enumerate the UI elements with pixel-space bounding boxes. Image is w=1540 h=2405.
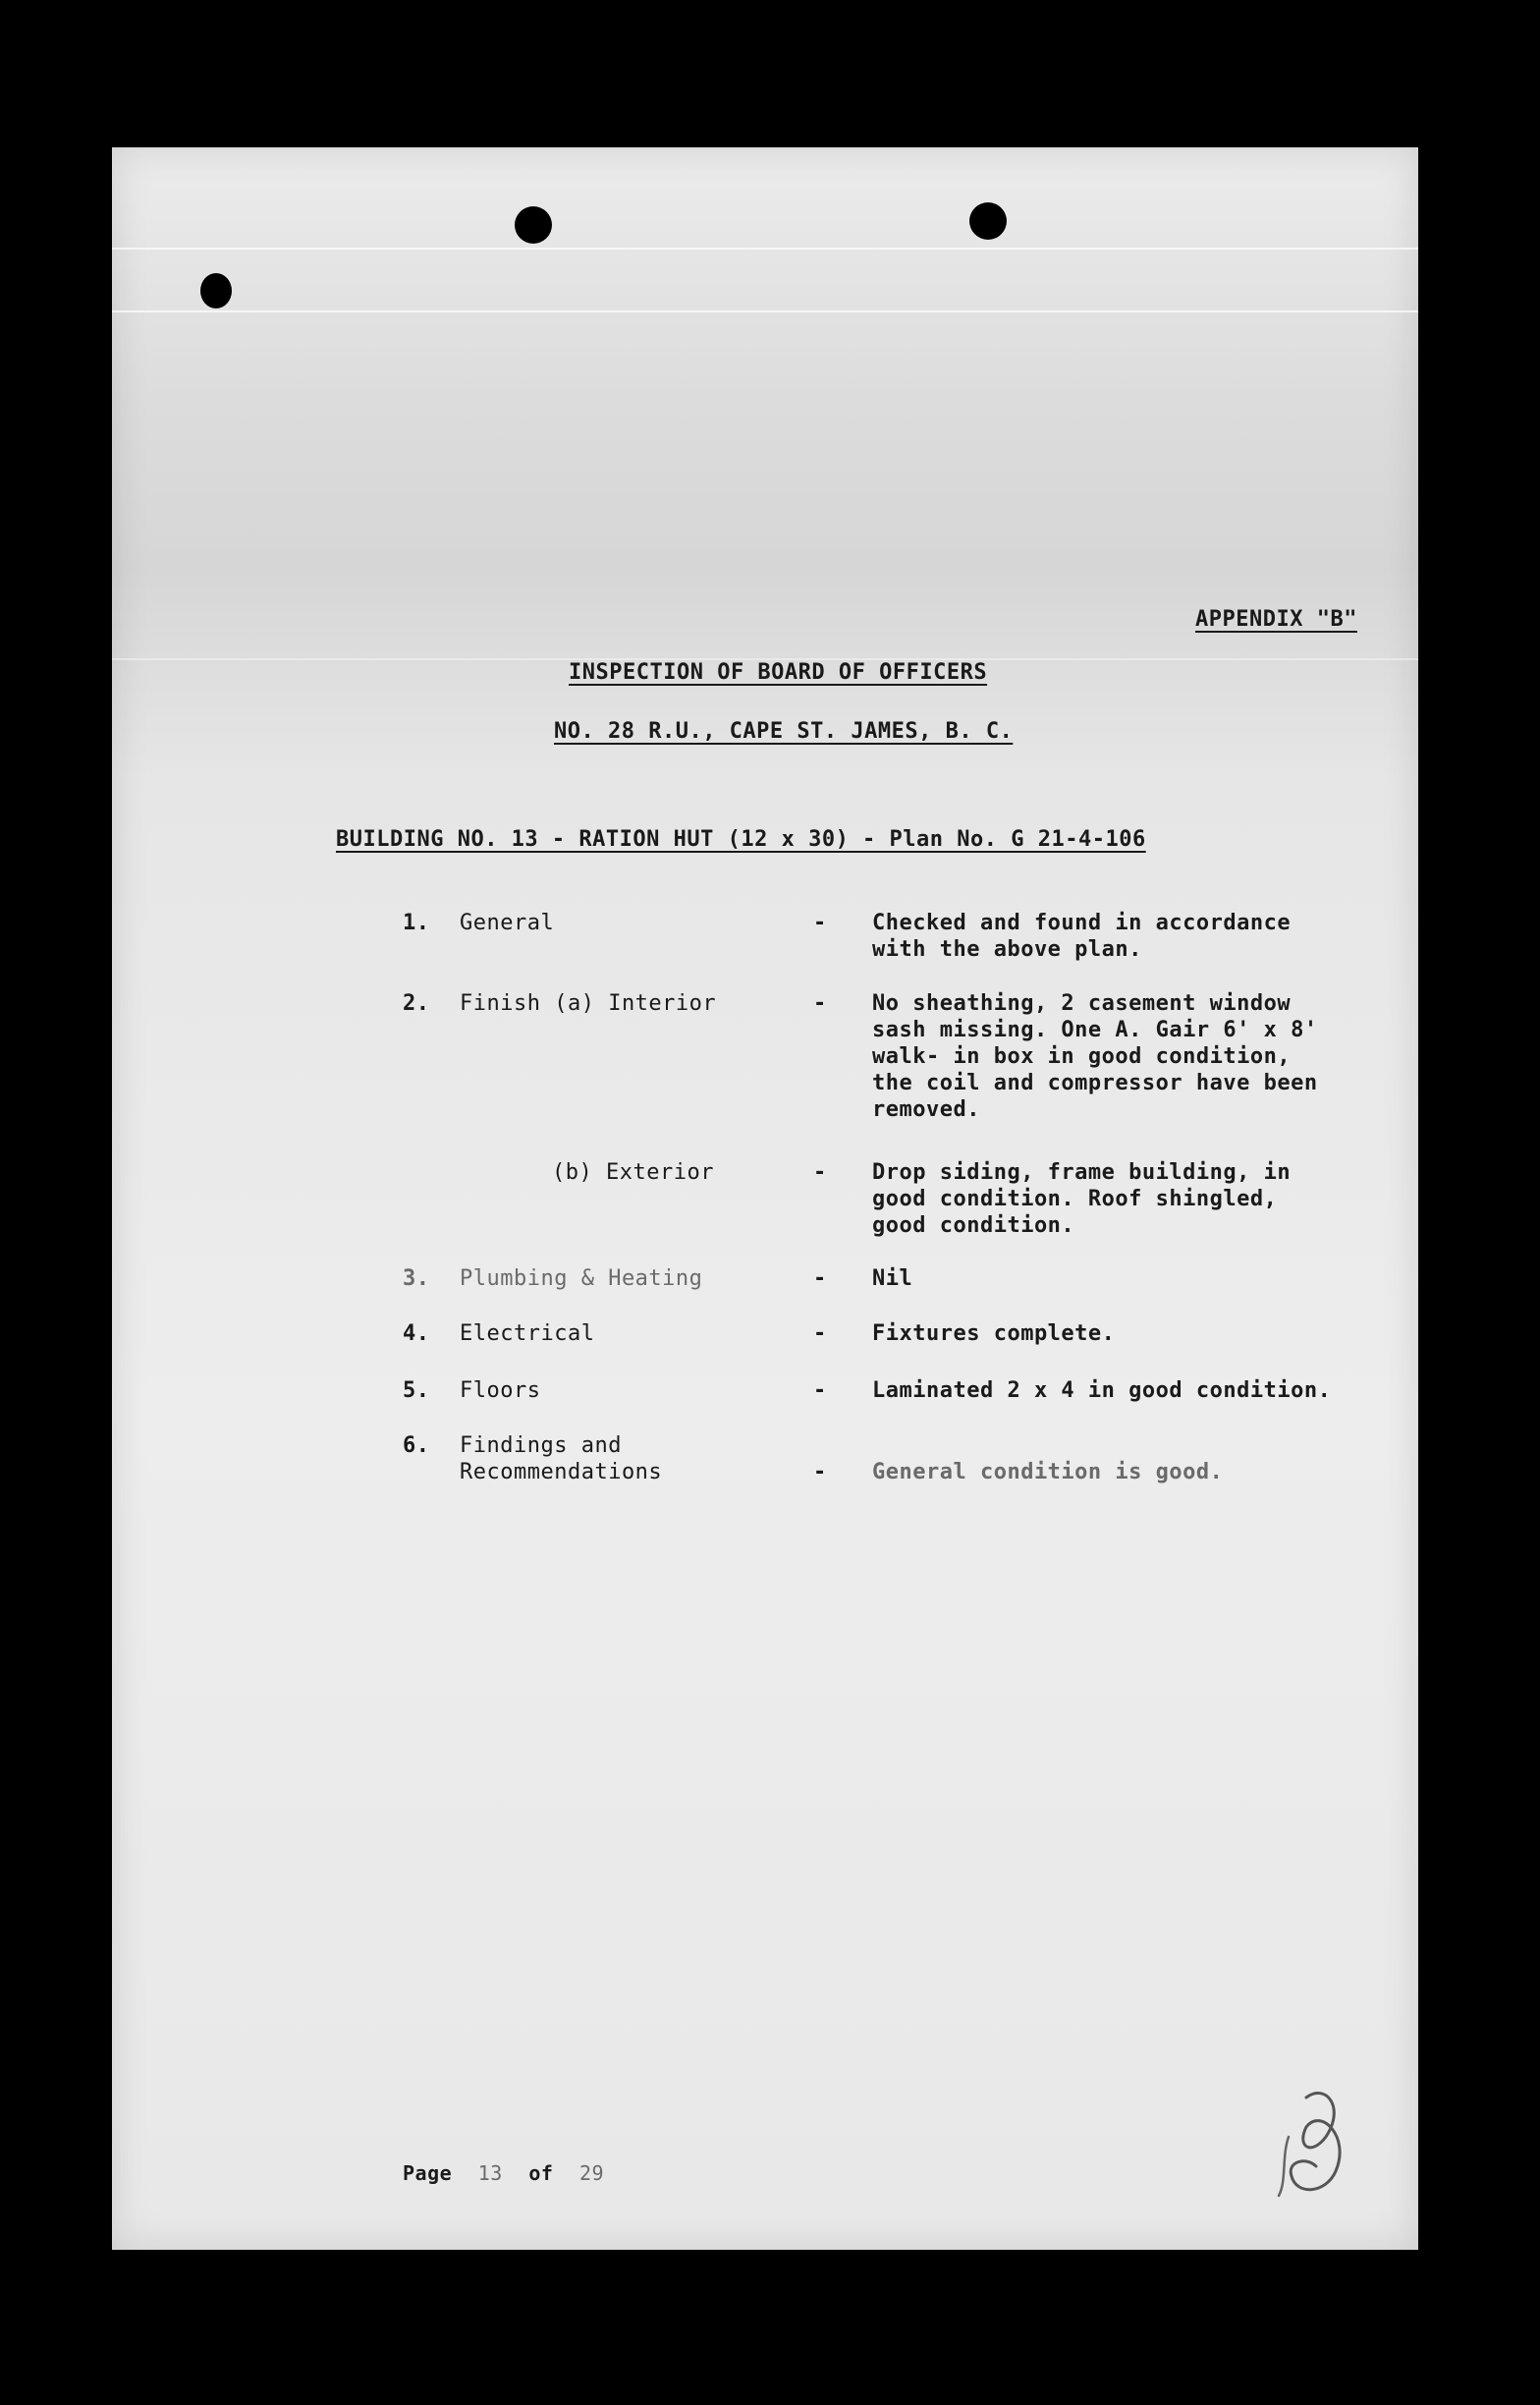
fold-line <box>112 248 1418 250</box>
item-description: Nil <box>872 1266 913 1291</box>
item-number: 2. <box>403 991 430 1016</box>
item-number: 3. <box>403 1266 430 1291</box>
item-dash: - <box>813 991 827 1016</box>
item-label: Finish (a) Interior <box>460 991 717 1016</box>
document-title: INSPECTION OF BOARD OF OFFICERS <box>569 660 988 685</box>
item-description: Laminated 2 x 4 in good condition. <box>872 1378 1332 1403</box>
document-subtitle: NO. 28 R.U., CAPE ST. JAMES, B. C. <box>554 719 1014 744</box>
building-heading: BUILDING NO. 13 - RATION HUT (12 x 30) - Plan No. G 21-4-106 <box>336 827 1146 852</box>
page-footer <box>403 2161 604 2185</box>
page-number: 13 <box>477 2161 503 2185</box>
item-label: General <box>460 911 555 935</box>
item-dash: - <box>813 1460 827 1484</box>
document-page <box>112 147 1418 2250</box>
appendix-label: APPENDIX "B" <box>1195 607 1357 632</box>
item-dash: - <box>813 911 827 935</box>
item-dash: - <box>813 1378 827 1403</box>
fold-line <box>112 310 1418 312</box>
item-label: (b) Exterior <box>552 1160 714 1185</box>
item-description: Drop siding, frame building, in good condition. Roof shingled, good condition. <box>872 1160 1292 1238</box>
item-description: General condition is good. <box>872 1460 1224 1484</box>
handwritten-initials-signature <box>1267 2078 1355 2206</box>
item-label: Electrical <box>460 1321 595 1346</box>
item-description: Checked and found in accordance with the above plan. <box>872 911 1292 962</box>
item-number: 4. <box>403 1321 430 1346</box>
item-number: 5. <box>403 1378 430 1403</box>
item-description: No sheathing, 2 casement window sash missing. One A. Gair 6' x 8' walk- in box in good condition, the coil and compressor have been removed. <box>872 991 1318 1122</box>
item-label: Plumbing & Heating <box>460 1266 703 1291</box>
of-label: of <box>528 2161 554 2185</box>
total-pages: 29 <box>579 2161 605 2185</box>
item-dash: - <box>813 1160 827 1185</box>
punch-hole <box>969 202 1007 240</box>
punch-hole <box>200 273 232 308</box>
punch-hole <box>515 206 552 244</box>
item-number: 6. <box>403 1433 430 1458</box>
item-dash: - <box>813 1321 827 1346</box>
item-description: Fixtures complete. <box>872 1321 1116 1346</box>
item-label: Findings and Recommendations <box>460 1433 663 1484</box>
page-label: Page <box>403 2161 453 2185</box>
item-label: Floors <box>460 1378 541 1403</box>
item-dash: - <box>813 1266 827 1291</box>
item-number: 1. <box>403 911 430 935</box>
